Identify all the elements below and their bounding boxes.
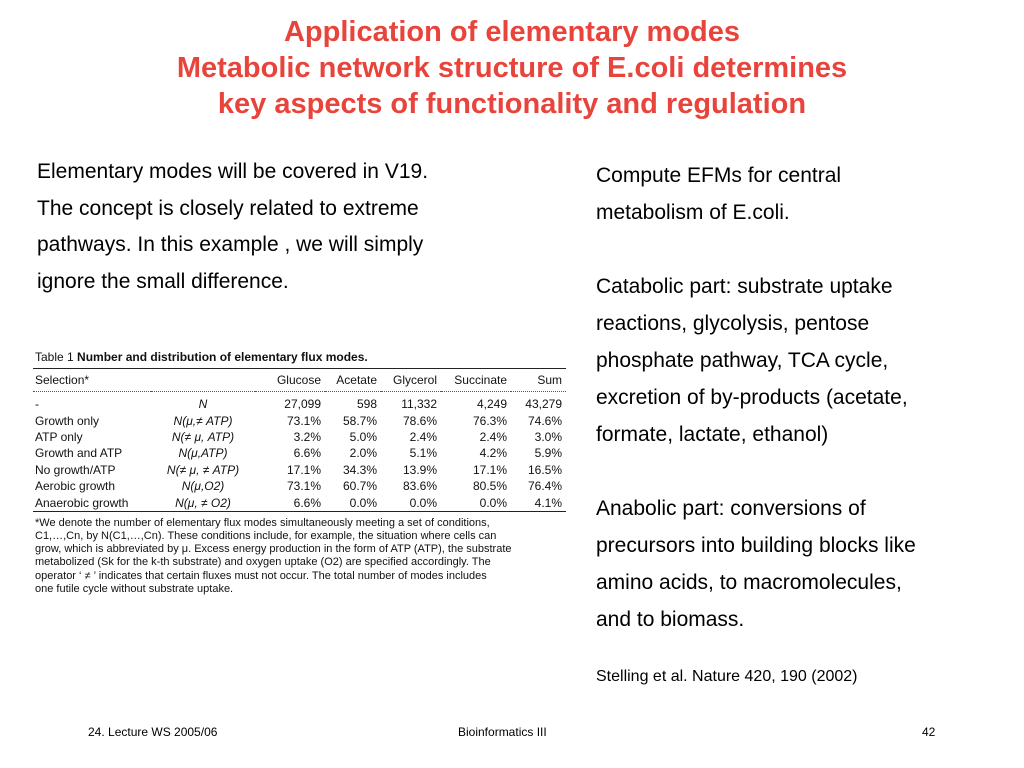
- cell-cond: N(≠ μ, ≠ ATP): [166, 462, 240, 477]
- para2-line: Catabolic part: substrate uptake: [596, 275, 893, 298]
- cell-succinate: 4.2%: [479, 446, 507, 461]
- cell-sum: 5.9%: [534, 446, 562, 461]
- header-succinate: Succinate: [454, 373, 507, 387]
- cell-label: -: [35, 397, 39, 412]
- efm-description: [596, 157, 1016, 688]
- table-row: [33, 462, 566, 478]
- footnote-line: C1,…,Cn, by N(C1,…,Cn). These conditions include, for example, the situation where cells can: [35, 529, 497, 542]
- para2-line: excretion of by-products (acetate,: [596, 386, 908, 409]
- cell-glycerol: 5.1%: [409, 446, 437, 461]
- cell-glycerol: 78.6%: [402, 413, 437, 428]
- cell-glucose: 6.6%: [293, 495, 321, 510]
- cell-succinate: 0.0%: [479, 495, 507, 510]
- table-row: [33, 392, 566, 412]
- intro-line: The concept is closely related to extreme: [37, 196, 419, 220]
- table-row: [33, 478, 566, 494]
- para3-line: and to biomass.: [596, 608, 745, 631]
- cell-acetate: 34.3%: [342, 462, 377, 477]
- slide-title: [0, 14, 1024, 122]
- header-acetate: Acetate: [336, 373, 377, 387]
- table-row: [33, 429, 566, 445]
- table-row: [33, 445, 566, 461]
- cell-label: Growth and ATP: [35, 446, 123, 461]
- header-selection: Selection*: [35, 373, 90, 387]
- footer-lecture: 24. Lecture WS 2005/06: [88, 725, 218, 739]
- cell-acetate: 58.7%: [342, 413, 377, 428]
- title-line-1: Application of elementary modes: [283, 16, 741, 48]
- cell-sum: 74.6%: [527, 413, 562, 428]
- intro-line: Elementary modes will be covered in V19.: [37, 160, 429, 183]
- cell-sum: 3.0%: [534, 429, 562, 444]
- cell-cond: N(μ,O2): [181, 479, 225, 494]
- intro-line: pathways. In this example , we will simply: [37, 233, 424, 256]
- para3-line: amino acids, to macromolecules,: [596, 571, 902, 594]
- cell-glucose: 73.1%: [286, 413, 321, 428]
- cell-succinate: 17.1%: [472, 462, 507, 477]
- cell-acetate: 0.0%: [349, 495, 377, 510]
- cell-label: ATP only: [35, 429, 83, 444]
- cell-glucose: 73.1%: [286, 479, 321, 494]
- para3-line: precursors into building blocks like: [596, 534, 916, 557]
- cell-label: No growth/ATP: [35, 462, 116, 477]
- table-caption-title: Number and distribution of elementary flux modes.: [77, 350, 368, 364]
- cell-label: Growth only: [35, 413, 100, 428]
- para2-line: phosphate pathway, TCA cycle,: [596, 349, 889, 372]
- header-glycerol: Glycerol: [392, 373, 437, 387]
- cell-sum: 4.1%: [534, 495, 562, 510]
- cell-acetate: 598: [356, 397, 377, 412]
- cell-glycerol: 83.6%: [402, 479, 437, 494]
- cell-acetate: 5.0%: [349, 429, 377, 444]
- cell-sum: 16.5%: [527, 462, 562, 477]
- cell-acetate: 2.0%: [349, 446, 377, 461]
- footer-page-number: 42: [922, 725, 936, 739]
- cell-glucose: 3.2%: [293, 429, 321, 444]
- footer-course: Bioinformatics III: [458, 725, 547, 739]
- flux-modes-table-figure: [33, 347, 566, 596]
- table-caption: [33, 347, 566, 368]
- cell-acetate: 60.7%: [342, 479, 377, 494]
- para1-line: metabolism of E.coli.: [596, 201, 790, 224]
- para3-line: Anabolic part: conversions of: [596, 497, 866, 520]
- table-body: [33, 392, 566, 511]
- cell-sum: 76.4%: [527, 479, 562, 494]
- table-row: [33, 494, 566, 510]
- cell-glycerol: 0.0%: [409, 495, 437, 510]
- table-header-row: [33, 369, 566, 392]
- cell-succinate: 76.3%: [472, 413, 507, 428]
- footnote-line: operator ‘ ≠ ’ indicates that certain fluxes must not occur. The total number of modes includes: [35, 569, 487, 582]
- citation: Stelling et al. Nature 420, 190 (2002): [596, 668, 858, 685]
- header-glucose: Glucose: [276, 373, 321, 387]
- para2-line: formate, lactate, ethanol): [596, 423, 829, 446]
- cell-cond: N: [198, 397, 208, 412]
- title-line-3: key aspects of functionality and regulation: [217, 88, 807, 120]
- footnote-line: one futile cycle without substrate uptake.: [35, 582, 234, 595]
- table-footnote: [33, 512, 566, 596]
- cell-glucose: 27,099: [284, 397, 321, 412]
- para2-line: reactions, glycolysis, pentose: [596, 312, 870, 335]
- cell-succinate: 4,249: [476, 397, 507, 412]
- header-sum: Sum: [537, 373, 562, 387]
- cell-cond: N(μ,ATP): [178, 446, 228, 461]
- footnote-line: grow, which is abbreviated by μ. Excess energy production in the form of ATP (ATP), the substrate: [35, 543, 512, 556]
- cell-succinate: 2.4%: [479, 429, 507, 444]
- table-caption-prefix: Table 1: [35, 350, 78, 364]
- para1-line: Compute EFMs for central: [596, 164, 842, 187]
- cell-glycerol: 2.4%: [409, 429, 437, 444]
- cell-glycerol: 13.9%: [402, 462, 437, 477]
- cell-label: Anaerobic growth: [35, 495, 129, 510]
- footnote-line: *We denote the number of elementary flux modes simultaneously meeting a set of conditions,: [35, 516, 490, 529]
- cell-cond: N(μ,≠ ATP): [173, 413, 233, 428]
- cell-cond: N(≠ μ, ATP): [171, 429, 235, 444]
- cell-glycerol: 11,332: [401, 397, 437, 412]
- cell-sum: 43,279: [525, 397, 562, 412]
- cell-label: Aerobic growth: [35, 479, 116, 494]
- cell-succinate: 80.5%: [472, 479, 507, 494]
- cell-glucose: 6.6%: [293, 446, 321, 461]
- footnote-line: metabolized (Sk for the k-th substrate) and oxygen uptake (O2) are specified accordingly. The: [35, 556, 491, 569]
- table-row: [33, 412, 566, 428]
- cell-glucose: 17.1%: [286, 462, 321, 477]
- title-line-2: Metabolic network structure of E.coli determines: [176, 52, 848, 84]
- header-condition: [151, 369, 255, 392]
- flux-modes-table: [33, 369, 566, 511]
- intro-line: ignore the small difference.: [37, 269, 289, 293]
- cell-cond: N(μ, ≠ O2): [175, 495, 231, 510]
- intro-text: [37, 154, 557, 300]
